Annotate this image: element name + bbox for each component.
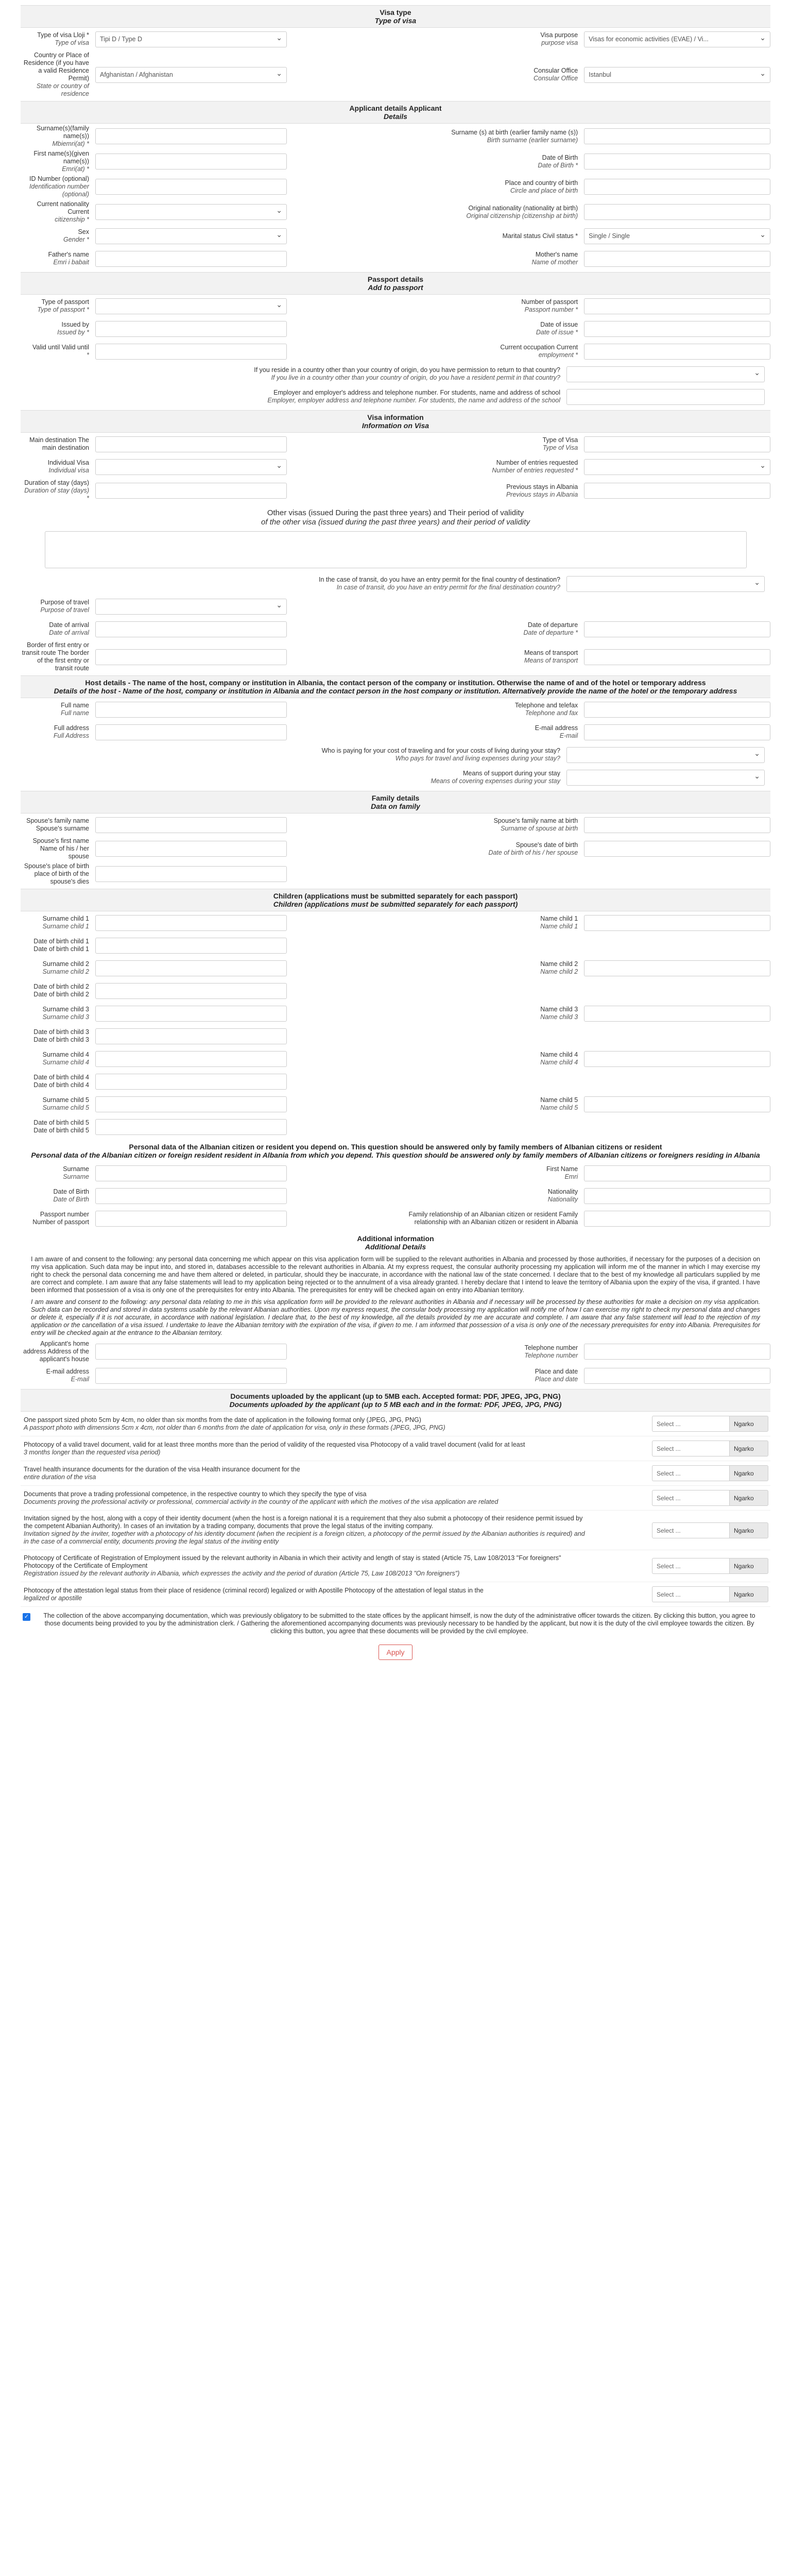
- child-dob-label: Date of birth child 4 Date of birth child 4: [33, 1074, 89, 1089]
- home-address-label: Applicant's home address Address of the applicant's house: [23, 1340, 89, 1363]
- visa-type-select[interactable]: Tipi D / Type D ⌄: [95, 31, 287, 47]
- transit-label: In the case of transit, do you have an entry permit for the final country of destination? In case of transit, do you have an entry permit for the final destination country?: [318, 576, 560, 591]
- child-surname-input[interactable]: [95, 1006, 287, 1022]
- surname-input[interactable]: [95, 128, 287, 144]
- surname-birth-label: Surname (s) at birth (earlier family name (s)) Birth surname (earlier surname): [451, 128, 578, 144]
- marital-select[interactable]: Single / Single ⌄: [584, 228, 770, 244]
- transport-input[interactable]: [584, 649, 770, 665]
- file-picker[interactable]: [652, 1465, 768, 1481]
- child-dob-input[interactable]: [95, 1074, 287, 1090]
- consular-label: Consular Office Consular Office: [534, 67, 578, 82]
- section-title: Visa information: [367, 413, 424, 421]
- departure-label: Date of departure Date of departure *: [523, 621, 578, 636]
- upload-row: [21, 1436, 770, 1461]
- section-subtitle: Details: [384, 112, 407, 121]
- consent-checkbox-row[interactable]: [21, 1607, 770, 1640]
- spouse-dob-label: Spouse's date of birth Date of birth of his / her spouse: [488, 841, 578, 856]
- section-applicant: [21, 101, 770, 124]
- dob-label: Date of Birth Date of Birth *: [538, 154, 578, 169]
- visa-application-form: [21, 0, 770, 1667]
- child-block: [21, 1002, 770, 1047]
- child-name-label: Name child 2 Name child 2: [540, 960, 578, 975]
- resident-surname-input[interactable]: [95, 1165, 287, 1181]
- resident-surname-label: Surname Surname: [63, 1165, 89, 1180]
- apply-button[interactable]: Apply: [379, 1645, 412, 1660]
- passport-type-label: Type of passport Type of passport *: [37, 298, 89, 313]
- support-select[interactable]: [566, 770, 765, 786]
- father-input[interactable]: [95, 251, 287, 267]
- spouse-dob-input[interactable]: [584, 841, 770, 857]
- upload-row: [21, 1486, 770, 1511]
- individual-label: Individual Visa Individual visa: [47, 459, 89, 474]
- section-title: Family details: [371, 794, 420, 802]
- duration-input[interactable]: [95, 483, 287, 499]
- upload-label: One passport sized photo 5cm by 4cm, no older than six months from the date of application in the following format only (JPEG, JPG, PNG) A passport photo with dimensions 5cm x 4cm, not older than 6 months from the date of application for visa, only in these formats (JPEG, JPG, PNG): [24, 1416, 445, 1431]
- resident-passport-input[interactable]: [95, 1211, 287, 1227]
- place-birth-input[interactable]: [584, 179, 770, 195]
- file-select[interactable]: Select ...: [652, 1522, 729, 1538]
- employer-input[interactable]: [566, 389, 765, 405]
- file-select[interactable]: Select ...: [652, 1440, 729, 1456]
- applicant-phone-label: Telephone number Telephone number: [524, 1344, 578, 1359]
- upload-row: [21, 1550, 770, 1582]
- mother-input[interactable]: [584, 251, 770, 267]
- child-block: [21, 1093, 770, 1138]
- section-subtitle: Children (applications must be submitted separately for each passport): [273, 900, 518, 908]
- section-passport: [21, 272, 770, 295]
- child-name-input[interactable]: [584, 915, 770, 931]
- marital-label: Marital status Civil status *: [502, 232, 578, 240]
- upload-label: Invitation signed by the host, along with a copy of their identity document (when the host is a foreign national it is a requirement that they also submit a photocopy of their residence permit issued by the competent Albanian Authority). In cases of an invitation by a trading company, documents that prove the legal status of the inviting company. Invitation signed by the inviter, together with a photocopy of his identity document (when the recipient is a foreign citizen, a photocopy of the permit issued by the Albanian authorities is required) and in the case of a commercial entity, documents proving the legal status of the inviting entity: [24, 1515, 585, 1545]
- main-destination-input[interactable]: [95, 436, 287, 452]
- resident-nationality-input[interactable]: [584, 1188, 770, 1204]
- other-visas-textarea[interactable]: [45, 531, 747, 568]
- visa-kind-label: Type of Visa Type of Visa: [542, 436, 578, 451]
- purpose-travel-select[interactable]: [95, 599, 287, 615]
- file-picker[interactable]: [652, 1558, 768, 1574]
- border-input[interactable]: [95, 649, 287, 665]
- duration-label: Duration of stay (days) Duration of stay (days) *: [24, 479, 89, 502]
- passport-type-select[interactable]: [95, 298, 287, 314]
- support-label: Means of support during your stay Means of covering expenses during your stay: [431, 770, 560, 785]
- spouse-first-label: Spouse's first name Name of his / her spouse: [32, 837, 89, 860]
- section-title: Documents uploaded by the applicant (up to 5MB each. Accepted format: PDF, JPEG, JPG, PNG): [230, 1392, 561, 1400]
- child-dob-label: Date of birth child 3 Date of birth child 3: [33, 1028, 89, 1043]
- id-input[interactable]: [95, 179, 287, 195]
- valid-until-input[interactable]: [95, 344, 287, 360]
- visa-type-label: Type of visa Lloji * Type of visa: [37, 31, 89, 46]
- child-dob-input[interactable]: [95, 983, 287, 999]
- employer-label: Employer and employer's address and telephone number. For students, name and address of school Employer, employer address and telephone number. For students, the name and address of the school: [267, 389, 560, 404]
- section-subtitle: Documents uploaded by the applicant (up to 5 MB each and in the format: PDF, JPEG, JPG, PNG): [229, 1400, 562, 1409]
- upload-button[interactable]: Ngarko: [729, 1558, 768, 1574]
- spouse-surname-input[interactable]: [95, 817, 287, 833]
- departure-input[interactable]: [584, 621, 770, 637]
- child-dob-label: Date of birth child 2 Date of birth child 2: [33, 983, 89, 998]
- child-surname-label: Surname child 3 Surname child 3: [42, 1006, 89, 1021]
- upload-button[interactable]: Ngarko: [729, 1522, 768, 1538]
- arrival-label: Date of arrival Date of arrival: [49, 621, 89, 636]
- section-children: [21, 889, 770, 911]
- reside-question-label: If you reside in a country other than your country of origin, do you have permission to return to that country? If you live in a country other than your country of origin, do you have a resident permit in that country?: [254, 366, 560, 381]
- applicant-email-input[interactable]: [95, 1368, 287, 1384]
- file-picker[interactable]: [652, 1586, 768, 1602]
- first-name-label: First name(s)(given name(s)) Emri(at) *: [33, 150, 89, 173]
- child-name-input[interactable]: [584, 1006, 770, 1022]
- first-name-input[interactable]: [95, 154, 287, 170]
- file-select[interactable]: Select ...: [652, 1416, 729, 1432]
- child-name-label: Name child 1 Name child 1: [540, 915, 578, 930]
- occupation-label: Current occupation Current employment *: [500, 344, 578, 359]
- consent-text: The collection of the above accompanying documentation, which was previously obligatory to be submitted to the state offices by the applicant himself, is now the duty of the administrative officer towards the citizen. By clicking this button, you agree to those documents being provided to you by the administration clerk. / Gathering the aforementioned accompanying documents was previously necessary to be handled by the applicant, but now it is the duty of the civil employee towards the citizen. By clicking this button, you agree that these documents will be provided by the civil employee.: [43, 1612, 755, 1635]
- section-subtitle: Data on family: [371, 802, 420, 810]
- resident-first-input[interactable]: [584, 1165, 770, 1181]
- applicant-email-label: E-mail address E-mail: [46, 1368, 89, 1383]
- resident-dob-input[interactable]: [95, 1188, 287, 1204]
- spouse-place-label: Spouse's place of birth place of birth of the spouse's dies: [24, 862, 89, 885]
- occupation-input[interactable]: [584, 344, 770, 360]
- host-name-label: Full name Full name: [61, 702, 89, 717]
- main-destination-label: Main destination The main destination: [29, 436, 89, 451]
- issued-label: Issued by Issued by *: [57, 321, 89, 336]
- resident-passport-label: Passport number Number of passport: [32, 1211, 89, 1226]
- place-birth-label: Place and country of birth Circle and place of birth: [505, 179, 578, 194]
- section-host: [21, 675, 770, 698]
- upload-button[interactable]: Ngarko: [729, 1490, 768, 1506]
- child-surname-label: Surname child 2 Surname child 2: [42, 960, 89, 975]
- visa-kind-input[interactable]: [584, 436, 770, 452]
- child-block: [21, 911, 770, 957]
- orig-nationality-label: Original nationality (nationality at birth) Original citizenship (citizenship at birth): [466, 204, 578, 219]
- sex-select[interactable]: [95, 228, 287, 244]
- host-phone-label: Telephone and telefax Telephone and fax: [514, 702, 578, 717]
- section-visa-type: [21, 5, 770, 28]
- child-dob-label: Date of birth child 5 Date of birth child 5: [33, 1119, 89, 1134]
- upload-label: Travel health insurance documents for the duration of the visa Health insurance document for the entire duration of the visa: [24, 1465, 300, 1481]
- upload-button[interactable]: Ngarko: [729, 1416, 768, 1432]
- section-additional: [21, 1232, 770, 1253]
- child-dob-input[interactable]: [95, 1119, 287, 1135]
- section-title: Personal data of the Albanian citizen or resident you depend on. This question should be answered only by family members of Albanian citizens or resident: [129, 1143, 662, 1151]
- section-title: Host details - The name of the host, company or institution in Albania, the contact person of the company or institution. Otherwise the name of and of the hotel or temporary address: [85, 679, 706, 687]
- resident-nationality-label: Nationality Nationality: [547, 1188, 578, 1203]
- child-surname-input[interactable]: [95, 1096, 287, 1112]
- section-subtitle: Type of visa: [374, 16, 417, 25]
- passport-number-input[interactable]: [584, 298, 770, 314]
- child-dob-input[interactable]: [95, 938, 287, 954]
- child-surname-input[interactable]: [95, 915, 287, 931]
- father-label: Father's name Emri i babait: [48, 251, 89, 266]
- host-address-input[interactable]: [95, 724, 287, 740]
- place-date-label: Place and date Place and date: [535, 1368, 578, 1383]
- upload-button[interactable]: Ngarko: [729, 1465, 768, 1481]
- visa-purpose-select[interactable]: Visas for economic activities (EVAE) / Vi... ⌄: [584, 31, 770, 47]
- applicant-phone-input[interactable]: [584, 1344, 770, 1360]
- declaration-text: I am aware of and consent to the following: any personal data concerning me which appear on this visa application form will be supplied to the relevant authorities in Albania and processed by those authorities, if necessary for the purposes of a decision on my visa application. Such data may be input into, and stored in, databases accessible to the relevant authorities in Albania. At my express request, the consular authority processing my application will inform me of the manner in which I may exercise my right to check the personal data concerning me and have them altered or deleted, in particular, should they be inaccurate, in accordance with the national law of the state concerned. I declare that to the best of my knowledge all particulars supplied by me are correct and complete. I am aware that any false statements will lead to my application being rejected or to the annulment of a visa already granted. I hereby declare that I intend to leave the territory of Albania upon the expiry of the visa, if granted. I have been informed that possession of a visa is only one of the prerequisites for entry into Albania. The prerequisites for entry will be checked again on entry into Albanian territory.: [31, 1256, 760, 1294]
- country-select[interactable]: Afghanistan / Afghanistan ⌄: [95, 67, 287, 83]
- passport-number-label: Number of passport Passport number *: [521, 298, 578, 313]
- place-date-input[interactable]: [584, 1368, 770, 1384]
- section-subtitle: Personal data of the Albanian citizen or foreign resident resident in Albania from which you depend. This question should be answered only by family members of Albanian citizens or foreigners residing in Albania: [31, 1151, 760, 1159]
- upload-label: Photocopy of the attestation legal status from their place of residence (criminal record) legalized or with Apostille Photocopy of the attestation of legal status in the legalized or apostille: [24, 1586, 484, 1602]
- section-visa-info: [21, 410, 770, 433]
- nationality-label: Current nationality Current citizenship *: [37, 200, 89, 223]
- entries-label: Number of entries requested Number of entries requested *: [492, 459, 578, 474]
- file-picker[interactable]: [652, 1490, 768, 1506]
- upload-row: [21, 1582, 770, 1607]
- upload-row: [21, 1461, 770, 1486]
- dob-input[interactable]: [584, 154, 770, 170]
- children-list: [21, 911, 770, 1138]
- paying-label: Who is paying for your cost of traveling and for your costs of living during your stay? Who pays for travel and living expenses during your stay?: [321, 747, 560, 762]
- individual-select[interactable]: [95, 459, 287, 475]
- file-picker[interactable]: [652, 1416, 768, 1432]
- file-select[interactable]: Select ...: [652, 1586, 729, 1602]
- child-name-input[interactable]: [584, 960, 770, 976]
- consular-select[interactable]: Istanbul ⌄: [584, 67, 770, 83]
- file-picker[interactable]: [652, 1440, 768, 1456]
- home-address-input[interactable]: [95, 1344, 287, 1360]
- mother-label: Mother's name Name of mother: [531, 251, 578, 266]
- child-surname-input[interactable]: [95, 1051, 287, 1067]
- resident-first-label: First Name Emri: [546, 1165, 578, 1180]
- section-title: Additional information: [357, 1234, 434, 1243]
- section-family: [21, 791, 770, 814]
- upload-row: [21, 1511, 770, 1550]
- resident-relationship-label: Family relationship of an Albanian citizen or resident Family relationship with an Albanian citizen or resident in Albania: [408, 1211, 578, 1226]
- child-surname-label: Surname child 5 Surname child 5: [42, 1096, 89, 1111]
- check-icon[interactable]: ✓: [23, 1613, 30, 1621]
- border-label: Border of first entry or transit route The border of the first entry or transit route: [22, 641, 89, 672]
- child-surname-label: Surname child 4 Surname child 4: [42, 1051, 89, 1066]
- section-title: Applicant details Applicant: [349, 104, 442, 112]
- prev-stays-input[interactable]: [584, 483, 770, 499]
- upload-button[interactable]: Ngarko: [729, 1586, 768, 1602]
- spouse-birth-surname-label: Spouse's family name at birth Surname of spouse at birth: [493, 817, 578, 832]
- section-title: Children (applications must be submitted separately for each passport): [273, 892, 518, 900]
- section-subtitle: Add to passport: [368, 283, 423, 292]
- file-select[interactable]: Select ...: [652, 1465, 729, 1481]
- child-block: [21, 957, 770, 1002]
- section-title: Visa type: [380, 8, 411, 16]
- upload-label: Photocopy of a valid travel document, valid for at least three months more than the period of validity of the requested visa Photocopy of a valid travel document (valid for at least 3 months longer than the requested visa period): [24, 1440, 525, 1456]
- upload-label: Documents that prove a trading professional competence, in the respective country to which they specify the type of visa Documents proving the professional activity or professional, commercial activity in the country of the applicant with which the motives of the visa application are related: [24, 1490, 498, 1505]
- host-name-input[interactable]: [95, 702, 287, 718]
- transit-select[interactable]: [566, 576, 765, 592]
- host-address-label: Full address Full Address: [53, 724, 89, 739]
- child-name-label: Name child 3 Name child 3: [540, 1006, 578, 1021]
- section-documents: [21, 1389, 770, 1412]
- spouse-surname-label: Spouse's family name Spouse's surname: [26, 817, 89, 832]
- orig-nationality-input[interactable]: [584, 204, 770, 220]
- upload-button[interactable]: Ngarko: [729, 1440, 768, 1456]
- valid-until-label: Valid until Valid until *: [32, 344, 89, 359]
- spouse-first-input[interactable]: [95, 841, 287, 857]
- declaration-text-translation: I am aware and consent to the following: any personal data relating to me in this visa application form will be provided to the relevant authorities in Albania and if necessary will be processed by these authorities for make a decision on my visa application. Such data can be recorded and stored in data systems usable by the relevant Albanian authorities. Upon my express request, the consular body processing my application will notify me of how I can exercise my right to check my personal data and changes or delete it, especially if it is not accurate, in accordance with national legislation. I declare that, to the best of my knowledge, all the details provided by me are accurate and complete. I am aware that any false statement will lead to the rejection of my application or the cancellation of a visa issued. I undertake to leave the Albanian territory with the expiration of the visa, if given to me. I am informed that possession of a visa is only one of the necessary prerequisites for entry into Albania. Prerequisites for entry will be checked again at the entrance to the Albanian territory.: [31, 1298, 760, 1336]
- child-name-label: Name child 4 Name child 4: [540, 1051, 578, 1066]
- file-select[interactable]: Select ...: [652, 1490, 729, 1506]
- prev-stays-label: Previous stays in Albania Previous stays in Albania: [506, 483, 578, 498]
- surname-label: Surname(s)(family name(s)) Mbiemri(at) *: [36, 125, 89, 147]
- section-resident: [21, 1140, 770, 1162]
- resident-relationship-input[interactable]: [584, 1211, 770, 1227]
- host-phone-input[interactable]: [584, 702, 770, 718]
- issued-input[interactable]: [95, 321, 287, 337]
- paying-select[interactable]: [566, 747, 765, 763]
- surname-birth-input[interactable]: [584, 128, 770, 144]
- child-block: [21, 1047, 770, 1093]
- child-dob-label: Date of birth child 1 Date of birth child 1: [33, 938, 89, 953]
- host-email-input[interactable]: [584, 724, 770, 740]
- section-subtitle: Details of the host - Name of the host, company or institution in Albania and the contact person in the host company or institution. Alternatively provide the name of the hotel or the temporary address: [54, 687, 737, 695]
- resident-dob-label: Date of Birth Date of Birth: [53, 1188, 89, 1203]
- section-subtitle: Additional Details: [365, 1243, 426, 1251]
- reside-select[interactable]: [566, 366, 765, 382]
- purpose-travel-label: Purpose of travel Purpose of travel: [40, 599, 89, 614]
- documents-list: [21, 1412, 770, 1607]
- other-visas-label: Other visas (issued During the past three years) and Their period of validity of the other visa (issued during the past three years) and their period of validity: [261, 509, 530, 527]
- section-subtitle: Information on Visa: [362, 421, 429, 430]
- issue-date-label: Date of issue Date of issue *: [536, 321, 578, 336]
- entries-select[interactable]: [584, 459, 770, 475]
- file-select[interactable]: Select ...: [652, 1558, 729, 1574]
- spouse-birth-surname-input[interactable]: [584, 817, 770, 833]
- child-surname-label: Surname child 1 Surname child 1: [42, 915, 89, 930]
- spouse-place-input[interactable]: [95, 866, 287, 882]
- section-title: Passport details: [367, 275, 424, 283]
- country-label: Country or Place of Residence (if you have a valid Residence Permit) State or country of residence: [23, 52, 89, 97]
- id-label: ID Number (optional) Identification number (optional): [29, 175, 89, 198]
- nationality-select[interactable]: [95, 204, 287, 220]
- child-surname-input[interactable]: [95, 960, 287, 976]
- child-name-label: Name child 5 Name child 5: [540, 1096, 578, 1111]
- upload-row: [21, 1412, 770, 1436]
- file-picker[interactable]: [652, 1522, 768, 1538]
- child-name-input[interactable]: [584, 1096, 770, 1112]
- child-name-input[interactable]: [584, 1051, 770, 1067]
- upload-label: Photocopy of Certificate of Registration of Employment issued by the relevant authority in Albania in which their activity and length of stay is stated (Article 75, Law 108/2013 "For foreigners" Photocopy of the Certificate of Employment Registration issued by the relevant authority in Albania, which expresses the activity and the period of duration (Article 75, Law 108/2013 "On foreigners"): [24, 1554, 561, 1577]
- issue-date-input[interactable]: [584, 321, 770, 337]
- visa-purpose-label: Visa purpose purpose visa: [540, 31, 578, 46]
- sex-label: Sex Gender *: [63, 228, 89, 243]
- child-dob-input[interactable]: [95, 1028, 287, 1044]
- transport-label: Means of transport Means of transport: [524, 649, 578, 664]
- host-email-label: E-mail address E-mail: [535, 724, 578, 739]
- arrival-input[interactable]: [95, 621, 287, 637]
